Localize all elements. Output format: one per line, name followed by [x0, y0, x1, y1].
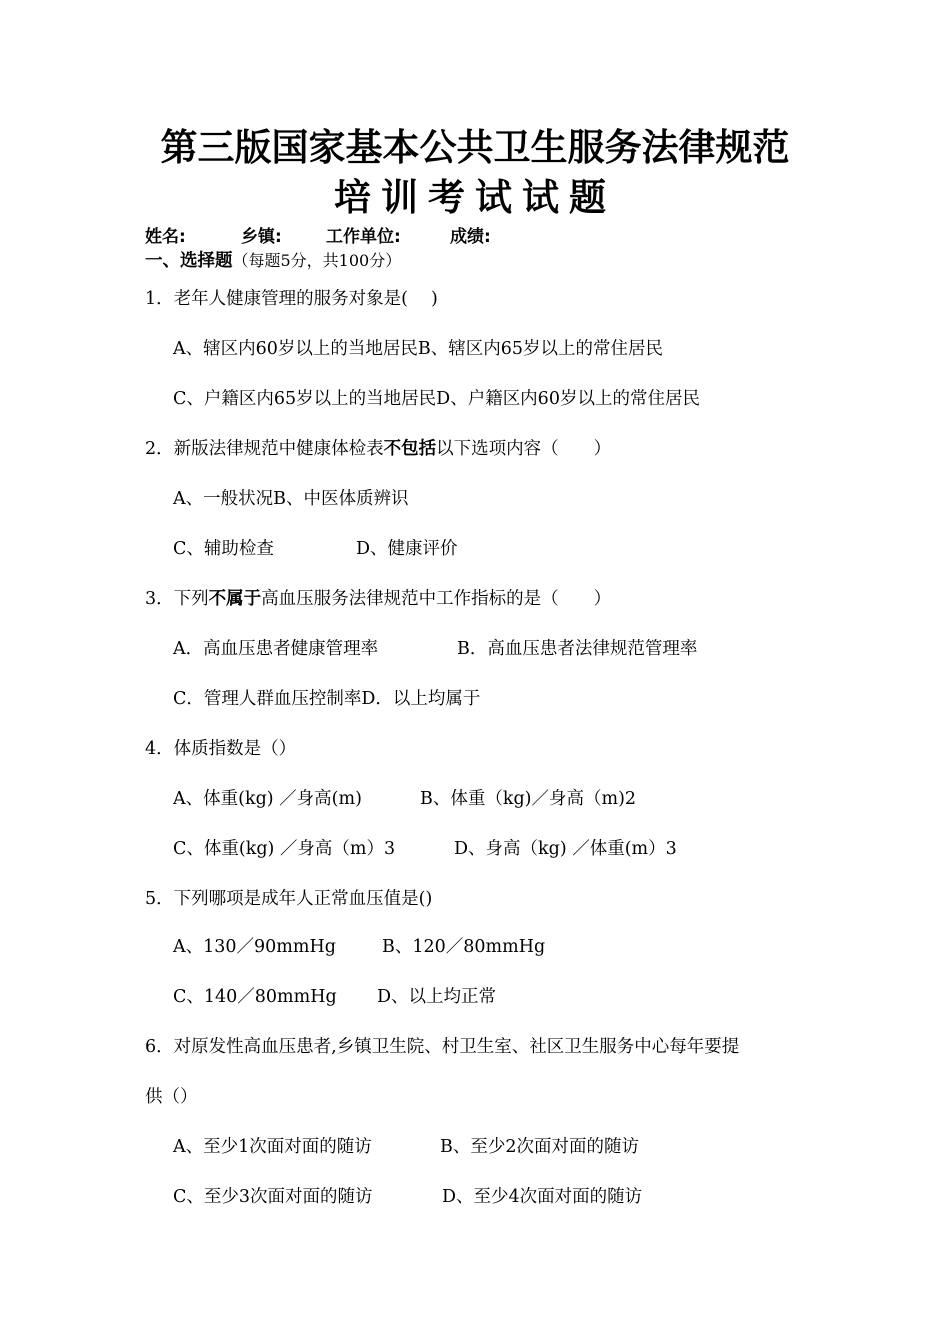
page-title: 第三版国家基本公共卫生服务法律规范	[160, 126, 790, 169]
question-6-option-d: D、至少4次面对面的随访	[442, 1187, 643, 1207]
question-2-options-ab: A、一般状况B、中医体质辨识	[173, 489, 409, 509]
question-4-option-b: B、体重（kg)／身高（m)2	[420, 789, 637, 809]
question-5-options-ab	[173, 934, 545, 960]
question-3-text-b: 高血压服务法律规范中工作指标的是（ ）	[261, 589, 612, 609]
question-2-option-c: C、辅助检查	[173, 539, 274, 559]
exam-header-fields	[145, 224, 491, 250]
question-6-continued: 供（）	[145, 1087, 198, 1107]
question-1: 1．老年人健康管理的服务对象是( )	[145, 289, 438, 309]
question-5-option-c: C、140／80mmHg	[173, 987, 337, 1007]
question-6-option-c: C、至少3次面对面的随访	[173, 1187, 373, 1207]
question-3-text-a: 3．下列	[145, 589, 209, 609]
question-4-option-a: A、体重(kg) ／身高(m)	[173, 789, 362, 809]
question-6-option-b: B、至少2次面对面的随访	[440, 1137, 639, 1157]
unit-field-label: 工作单位:	[326, 227, 401, 247]
question-1-options-cd: C、户籍区内65岁以上的当地居民D、户籍区内60岁以上的常住居民	[173, 389, 700, 409]
question-2	[145, 436, 611, 462]
town-field-label: 乡镇:	[241, 227, 282, 247]
question-5-option-a: A、130／90mmHg	[173, 937, 336, 957]
question-4-options-cd	[173, 836, 677, 862]
question-2-options-cd	[173, 536, 458, 562]
question-3-options-ab	[173, 636, 697, 662]
question-5-option-b: B、120／80mmHg	[382, 937, 546, 957]
question-5-options-cd	[173, 984, 496, 1010]
question-2-text-b: 以下选项内容（ ）	[436, 439, 612, 459]
question-3-option-a: A．高血压患者健康管理率	[173, 639, 379, 659]
section-note: （每题5分，共100分）	[232, 251, 402, 270]
question-6-options-cd	[173, 1184, 642, 1210]
section-heading	[145, 248, 401, 274]
question-3-emphasis: 不属于	[208, 589, 262, 609]
question-4-options-ab	[173, 786, 636, 812]
question-3-options-cd: C．管理人群血压控制率D．以上均属于	[173, 689, 481, 709]
section-label: 一、选择题	[145, 251, 233, 271]
question-4-option-d: D、身高（kg) ／体重(m）3	[454, 839, 677, 859]
question-3	[145, 586, 611, 612]
question-2-text-a: 2．新版法律规范中健康体检表	[145, 439, 384, 459]
page-subtitle: 培训考试试题	[334, 176, 616, 219]
question-2-emphasis: 不包括	[383, 439, 437, 459]
question-1-options-ab: A、辖区内60岁以上的当地居民B、辖区内65岁以上的常住居民	[173, 339, 664, 359]
question-5-option-d: D、以上均正常	[377, 987, 497, 1007]
question-4-option-c: C、体重(kg) ／身高（m）3	[173, 839, 396, 859]
question-6-options-ab	[173, 1134, 639, 1160]
name-field-label: 姓名:	[145, 227, 186, 247]
question-6-option-a: A、至少1次面对面的随访	[173, 1137, 372, 1157]
score-field-label: 成绩:	[450, 227, 491, 247]
question-6: 6．对原发性高血压患者,乡镇卫生院、村卫生室、社区卫生服务中心每年要提	[145, 1037, 740, 1057]
question-2-option-d: D、健康评价	[356, 539, 458, 559]
question-3-option-b: B．高血压患者法律规范管理率	[457, 639, 698, 659]
question-4: 4．体质指数是（）	[145, 739, 297, 759]
question-5: 5．下列哪项是成年人正常血压值是()	[145, 889, 433, 909]
